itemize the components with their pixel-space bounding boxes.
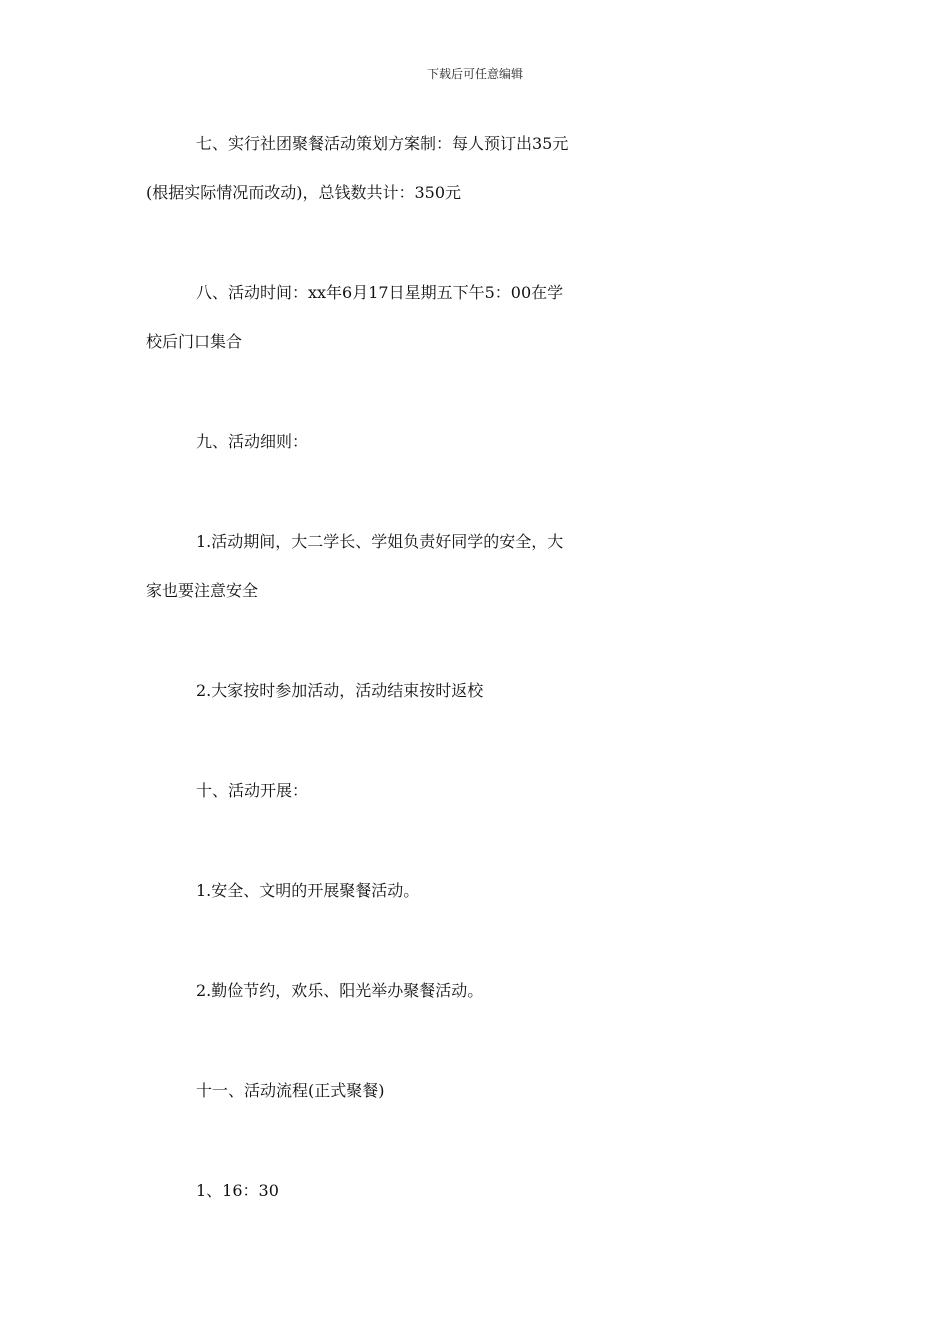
paragraph-line: 九、活动细则： [196, 432, 309, 451]
paragraph-line: 1、16：30 [196, 1181, 279, 1200]
conduct-item-1 [146, 878, 808, 927]
heading-flow [146, 1078, 808, 1127]
rule-item-1 [146, 529, 808, 627]
paragraph-line: 八、活动时间：xx年6月17日星期五下午5：00在学 [196, 283, 564, 302]
heading-rules [146, 429, 808, 478]
paragraph-line: (根据实际情况而改动)，总钱数共计：350元 [146, 183, 462, 202]
paragraph-line: 2.大家按时参加活动，活动结束按时返校 [196, 681, 484, 700]
paragraph-line: 校后门口集合 [146, 332, 243, 351]
paragraph-line: 十、活动开展： [196, 781, 309, 800]
paragraph-time [146, 280, 808, 378]
flow-item-1 [146, 1178, 808, 1227]
heading-conduct [146, 778, 808, 827]
paragraph-line: 家也要注意安全 [146, 581, 259, 600]
paragraph-line: 七、实行社团聚餐活动策划方案制：每人预订出35元 [196, 134, 569, 153]
document-body [146, 131, 808, 1227]
page-header: 下载后可任意编辑 [426, 67, 523, 81]
paragraph-line: 2.勤俭节约，欢乐、阳光举办聚餐活动。 [196, 981, 484, 1000]
conduct-item-2 [146, 978, 808, 1027]
paragraph-line: 1.安全、文明的开展聚餐活动。 [196, 881, 420, 900]
rule-item-2 [146, 678, 808, 727]
paragraph-line: 1.活动期间，大二学长、学姐负责好同学的安全，大 [196, 532, 564, 551]
paragraph-line: 十一、活动流程(正式聚餐) [196, 1081, 385, 1100]
paragraph-cost [146, 131, 808, 229]
